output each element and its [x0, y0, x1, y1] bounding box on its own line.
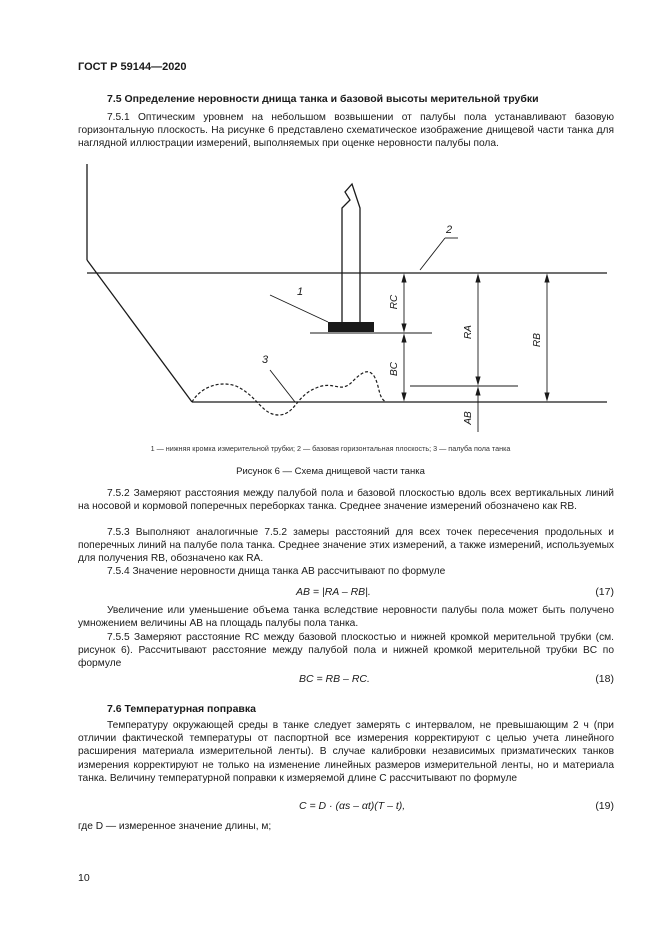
- paragraph-7-5-4: 7.5.4 Значение неровности днища танка AB рассчитывают по формуле: [107, 566, 446, 577]
- formula-18-number: (18): [595, 673, 614, 685]
- paragraph-7-5-3: 7.5.3 Выполняют аналогичные 7.5.2 замеры расстояний для всех точек пересечения продольных и поперечных линий на палубе пола танка. Среднее значение этих измерений, а также измерений, используемых для получения RB, обозначено как RA.: [78, 527, 614, 565]
- label-3: 3: [262, 354, 269, 366]
- tank-slant-wall: [87, 260, 192, 402]
- label-rb: RB: [532, 333, 543, 347]
- figure-caption: Рисунок 6 — Схема днищевой части танка: [236, 466, 425, 477]
- label-ab: AB: [463, 411, 474, 425]
- formula-18: BC = RB – RC.: [299, 673, 370, 685]
- formula-19: C = D · (αs – αt)(T – t),: [299, 800, 406, 812]
- page-number: 10: [78, 872, 90, 884]
- label-ra: RA: [463, 325, 474, 339]
- label-2: 2: [446, 224, 453, 236]
- where-definition: где D — измеренное значение длины, м;: [78, 821, 272, 832]
- deck-surface-curve: [192, 372, 386, 415]
- label-1: 1: [297, 286, 304, 298]
- paragraph-7-5-1: 7.5.1 Оптическим уровнем на небольшом возвышении от палубы пола устанавливают базовую горизонтальную плоскость. На рисунке 6 представлено схематическое изображение днищевой части танка для наглядной иллюстрации измерений, выполняемых при оценке неровности палубы пола.: [78, 112, 614, 150]
- tube-lower-edge: [328, 322, 374, 332]
- label-bc: BC: [389, 362, 400, 376]
- paragraph-7-5-5: 7.5.5 Замеряют расстояние RC между базовой плоскостью и нижней кромкой мерительной трубки (см. рисунок 6). Рассчитывают расстояние между палубой пола и нижней кромкой мерительной трубки BC по формуле: [78, 632, 614, 670]
- paragraph-7-5-2: 7.5.2 Замеряют расстояния между палубой пола и базовой плоскостью вдоль всех вертикальных линий на носовой и кормовой поперечных переборках танка. Среднее значение измерений обозначено как RB.: [78, 488, 614, 513]
- formula-19-number: (19): [595, 800, 614, 812]
- formula-17: AB = |RA – RB|.: [296, 586, 371, 598]
- leader-line-1: [270, 295, 328, 322]
- figure-6-diagram: [0, 150, 661, 440]
- leader-line-2: [420, 238, 445, 270]
- section-7-6-title: 7.6 Температурная поправка: [107, 703, 256, 715]
- document-header: ГОСТ Р 59144—2020: [78, 61, 187, 73]
- paragraph-7-6: Температуру окружающей среды в танке следует замерять с интервалом, не превышающим 2 ч (при отличии фактической температуры от паспортной все измерения корректируют с целью учета линейного расширения материала измерительной ленты). В случае калибровки независимых призматических танков измерения корректируют не только на изменение линейных размеров измерительной ленты, но и материала танка. Величину температурной поправки к измеряемой длине C рассчитывают по формуле: [78, 720, 614, 784]
- measuring-tube: [342, 184, 360, 325]
- paragraph-7-5-4-cont: Увеличение или уменьшение объема танка вследствие неровности палубы пола может быть получено умножением величины AB на площадь палубы пола танка.: [78, 605, 614, 630]
- formula-17-number: (17): [595, 586, 614, 598]
- leader-line-3: [270, 370, 295, 402]
- figure-legend: 1 — нижняя кромка измерительной трубки; 2 — базовая горизонтальная плоскость; 3 — палуба пола танка: [150, 444, 511, 453]
- label-rc: RC: [389, 294, 400, 310]
- section-7-5-title: 7.5 Определение неровности днища танка и базовой высоты мерительной трубки: [107, 93, 539, 105]
